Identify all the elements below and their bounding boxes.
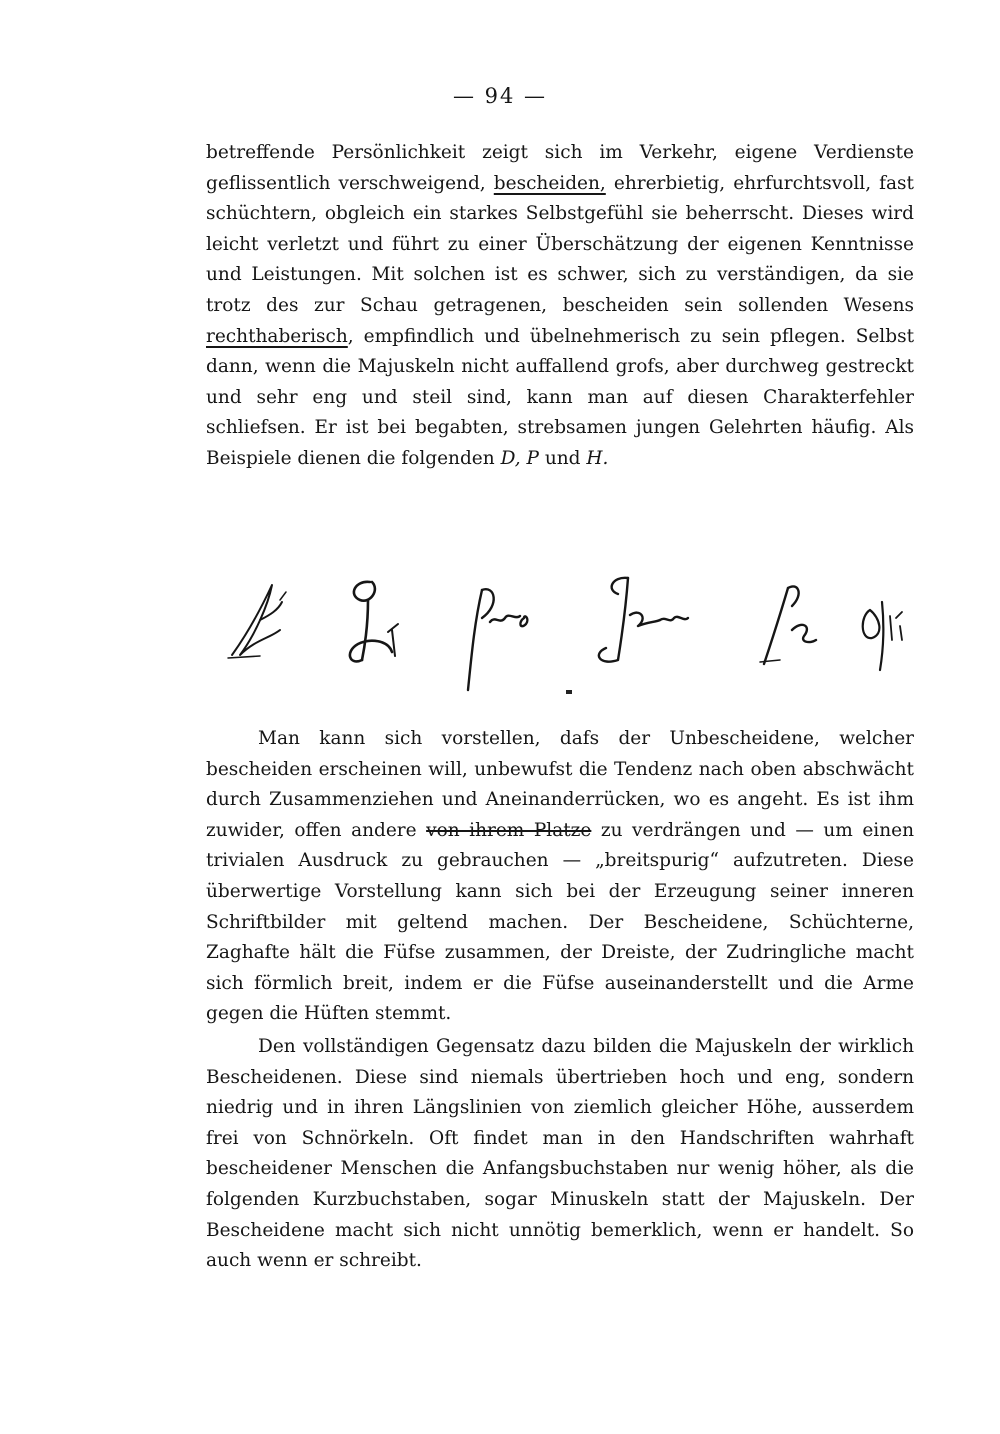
- p1-letter-p: P: [526, 447, 539, 469]
- text-block-top: [206, 138, 914, 475]
- handwriting-sample-1: [228, 585, 286, 658]
- p1-letter-h: H.: [586, 447, 609, 469]
- handwriting-samples: [220, 560, 920, 700]
- p2-struck-text: von ihrem Platze: [426, 819, 592, 841]
- handwriting-sample-6: [863, 602, 902, 670]
- p1-letter-d: D,: [500, 447, 521, 469]
- p1-text-b: ehrerbietig, ehrfurchtsvoll, fast schüchtern, obgleich ein starkes Selbstgefühl sie beherrscht. Dieses wird leicht verletzt und führt zu einer Überschätzung der eigenen Kenntnisse und Leistungen. Mit solchen ist es schwer, sich zu verständigen, da sie trotz des zur Schau getragenen, bescheiden sein sollenden Wesens: [206, 172, 914, 316]
- p1-text-a: betreffende Persönlichkeit zeigt sich im Verkehr, eigene Verdienste geflissentlich verschweigend,: [206, 142, 914, 194]
- ink-dot: [566, 690, 572, 694]
- paragraph-1: [206, 138, 914, 475]
- text-block-bottom: [206, 724, 914, 1277]
- p2-text-b: zu verdrängen und — um einen trivialen Ausdruck zu gebrauchen — „breitspurig“ aufzutreten. Diese überwertige Vorstellung kann sich bei der Erzeugung seiner inneren Schriftbilder mit geltend machen. Der Bescheidene, Schüchterne, Zaghafte hält die Füfse zusammen, der Dreiste, der Zudringliche macht sich förmlich breit, indem er die Füfse auseinanderstellt und die Arme gegen die Hüften stemmt.: [206, 819, 914, 1025]
- p1-underlined-bescheiden: bescheiden,: [493, 172, 606, 194]
- paragraph-2: [206, 724, 914, 1030]
- handwriting-samples-drawing: [220, 560, 920, 700]
- p1-underlined-rechthaberisch: rechthaberisch: [206, 325, 348, 347]
- p1-und: und: [538, 447, 587, 469]
- handwriting-sample-5: [760, 586, 816, 664]
- handwriting-sample-3: [468, 589, 527, 690]
- page-number: — 94 —: [452, 84, 548, 108]
- p2-text-a: Man kann sich vorstellen, dafs der Unbescheidene, welcher bescheiden erscheinen will, unbewufst die Tendenz nach oben abschwächt durch Zusammenziehen und Aneinanderrücken, wo es angeht. Es ist ihm zuwider, offen andere: [206, 728, 914, 841]
- handwriting-sample-4: [599, 578, 688, 662]
- handwriting-sample-2: [350, 582, 398, 662]
- paragraph-3: Den vollständigen Gegensatz dazu bilden die Majuskeln der wirklich Bescheidenen. Diese sind niemals übertrieben hoch und eng, sondern niedrig und in ihren Längslinien von ziemlich gleicher Höhe, ausserdem frei von Schnörkeln. Oft findet man in den Handschriften wahrhaft bescheidener Menschen die Anfangsbuchstaben nur wenig höher, als die folgenden Kurzbuchstaben, sogar Minuskeln statt der Majuskeln. Der Bescheidene macht sich nicht unnötig bemerklich, wenn er handelt. So auch wenn er schreibt.: [206, 1035, 914, 1272]
- p1-text-c: , empfindlich und übelnehmerisch zu sein pflegen. Selbst dann, wenn die Majuskeln nicht auffallend grofs, aber durchweg gestreckt und sehr eng und steil sind, kann man auf diesen Charakterfehler schliefsen. Er ist bei begabten, strebsamen jungen Gelehrten häufig. Als Beispiele dienen die folgenden: [206, 325, 914, 469]
